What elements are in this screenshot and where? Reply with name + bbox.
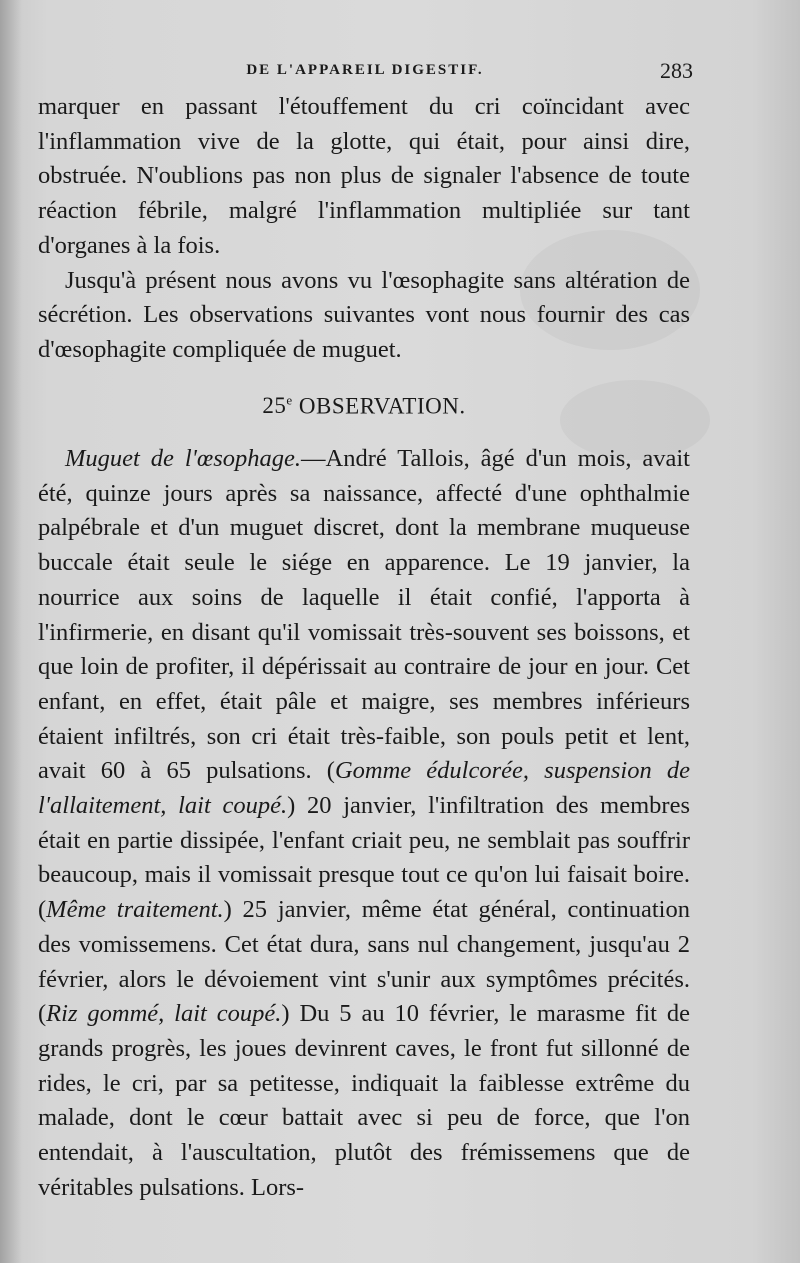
running-title: DE L'APPAREIL DIGESTIF. (246, 62, 484, 78)
observation-heading-title: OBSERVATION. (298, 393, 466, 419)
observation-number: 25e (262, 392, 293, 419)
running-head (40, 58, 693, 88)
page-number: 283 (660, 58, 693, 83)
observation-segment: ) Du 5 au 10 février, le marasme fit de grands progrès, les joues devinrent caves, le front fut sillonné de rides, le cri, par sa petitesse, indiquait la faiblesse extrême du malade, dont le cœur battait avec si peu de force, que l'on entendait, à l'auscultation, plutôt des frémissemens que de véritables pulsations. Lors- (38, 1000, 690, 1201)
observation-text (38, 442, 690, 1205)
treatment-note: Riz gommé, lait coupé. (46, 1000, 282, 1028)
paragraph-continuation: marquer en passant l'étouffement du cri coïncidant avec l'inflammation vive de la glotte, qui était, pour ainsi dire, obstruée. N'oublions pas non plus de signaler l'absence de toute réaction fébrile, malgré l'inflammation multipliée sur tant d'organes à la fois. (38, 93, 690, 259)
observation-heading (38, 384, 690, 424)
treatment-note: Même traitement. (46, 896, 224, 924)
observation-segment: ) 20 janvier, l'infiltration des membres était en partie dissipée, l'enfant criait peu, ne semblait pas souffrir beaucoup, mais il vomissait presque tout ce qu'on lui faisait boire. ( (38, 792, 690, 924)
paragraph-transition: Jusqu'à présent nous avons vu l'œsophagite sans altération de sécrétion. Les observations suivantes vont nous fournir des cas d'œsophagite compliquée de muguet. (38, 266, 690, 363)
body-text (38, 90, 690, 1205)
observation-segment: —André Tallois, âgé d'un mois, avait été, quinze jours après sa naissance, affecté d'une ophthalmie palpébrale et d'un muguet discret, dont la membrane muqueuse buccale était seule le siége en apparence. Le 19 janvier, la nourrice aux soins de laquelle il était confié, l'apporta à l'infirmerie, en disant qu'il vomissait très-souvent ses boissons, et que loin de profiter, il dépérissait au contraire de jour en jour. Cet enfant, en effet, était pâle et maigre, ses membres inférieurs étaient infiltrés, son cri était très-faible, son pouls petit et lent, avait 60 à 65 pulsations. ( (38, 444, 690, 785)
treatment-note: Gomme édulcorée, suspension de l'allaitement, lait coupé. (38, 757, 690, 820)
observation-segment: ) 25 janvier, même état général, continuation des vomissemens. Cet état dura, sans nul changement, jusqu'au 2 février, alors le dévoiement vint s'unir aux symptômes précités. ( (38, 896, 690, 1028)
page-gutter-shadow (0, 0, 22, 1263)
observation-title: Muguet de l'œsophage. (65, 444, 302, 472)
